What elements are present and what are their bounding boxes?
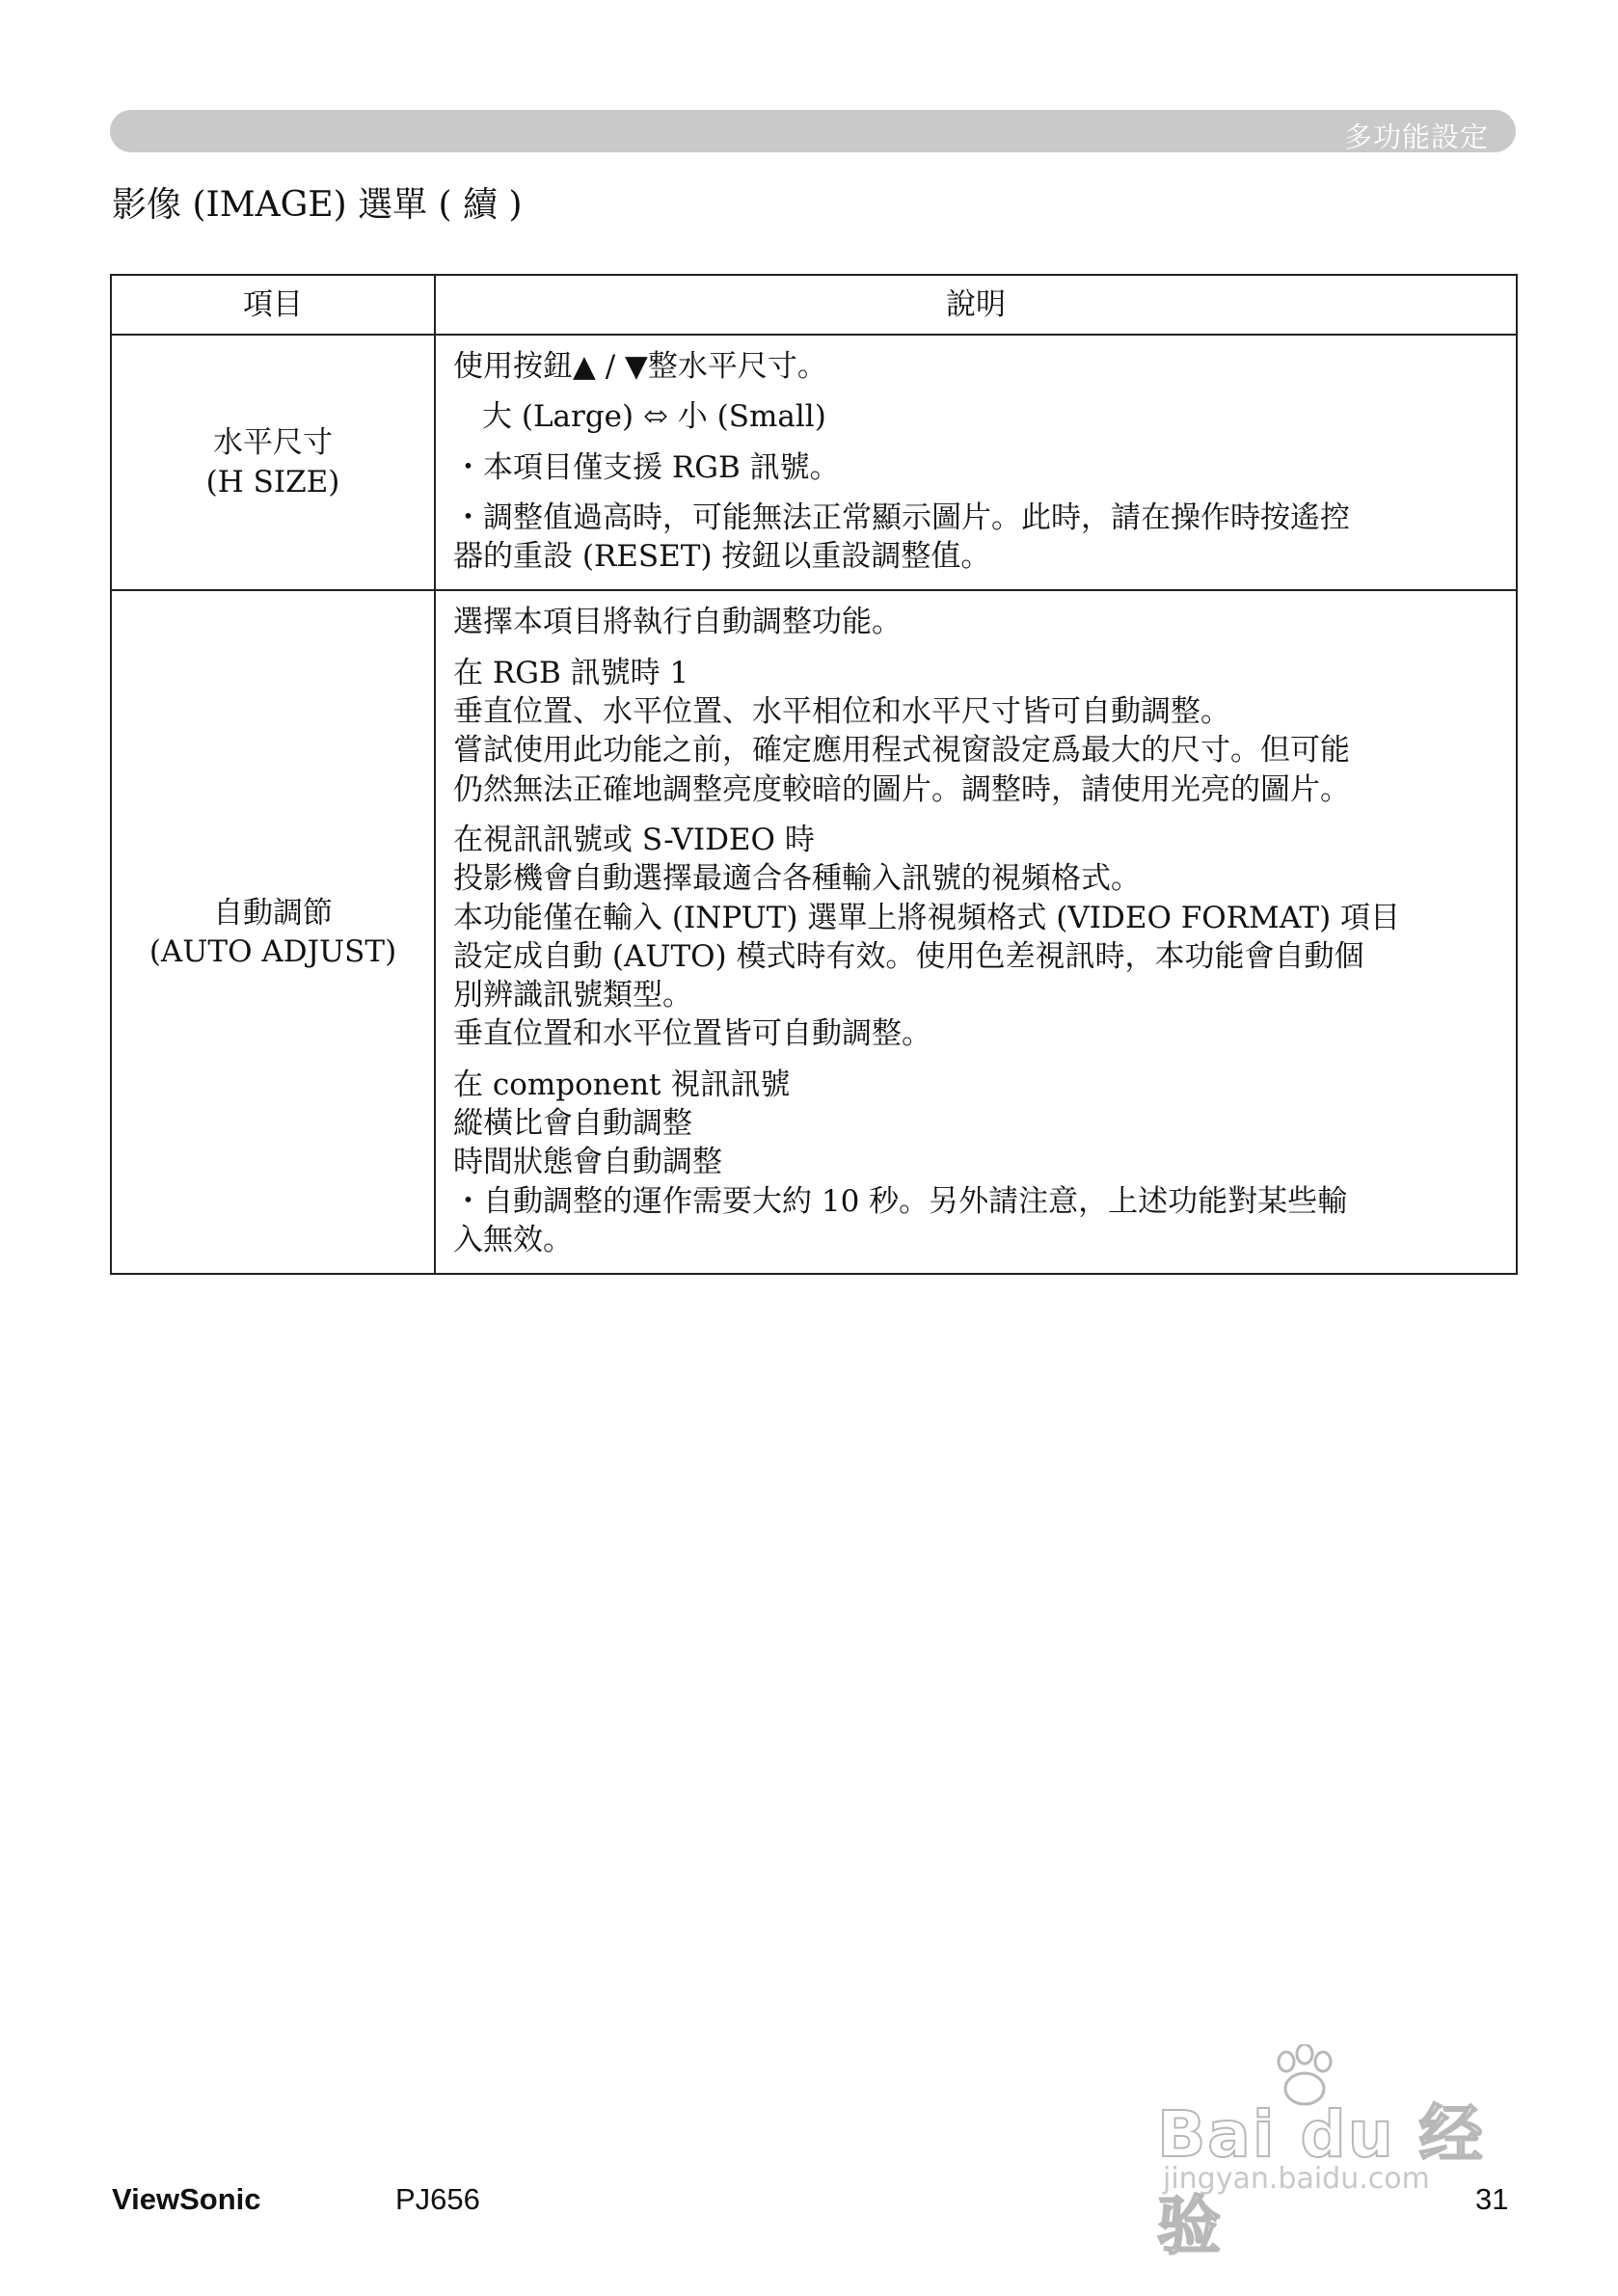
description-paragraph [453,347,1498,386]
item-cell [111,590,435,1274]
section-header-bar [110,110,1516,152]
item-name-en: (H SIZE) [205,464,340,500]
description-paragraph [453,397,1498,436]
item-name-zh: 自動調節 [213,895,333,931]
baidu-watermark [1157,2044,1524,2263]
description-line: 設定成自動 (AUTO) 模式時有效。使用色差視訊時，本功能會自動個 [453,938,1364,974]
description-line: 投影機會自動選擇最適合各種輸入訊號的視頻格式。 [453,861,1141,897]
description-line: 在 RGB 訊號時 1 [453,655,689,690]
description-line: 大 (Large) ⬄ 小 (Small) [482,399,826,435]
item-name-zh: 水平尺寸 [213,425,333,461]
table-row-h-size [111,335,1517,590]
description-line: 別辨識訊號類型。 [453,978,692,1013]
column-header-item: 項目 [111,275,435,335]
description-line: 仍然無法正確地調整亮度較暗的圖片。調整時，請使用光亮的圖片。 [453,771,1350,807]
description-paragraph [453,499,1498,577]
description-line: 使用按鈕▲ / ▼整水平尺寸。 [453,349,827,384]
table-row-auto-adjust [111,590,1517,1274]
description-line: 垂直位置、水平位置、水平相位和水平尺寸皆可自動調整。 [453,694,1230,730]
description-line: 在視訊訊號或 S-VIDEO 時 [453,822,815,857]
description-line: 垂直位置和水平位置皆可自動調整。 [453,1016,931,1052]
description-paragraph [453,821,1498,1054]
description-line: ・調整值過高時，可能無法正常顯示圖片。此時，請在操作時按遙控 [453,500,1350,535]
item-cell [111,335,435,590]
description-paragraph [453,1066,1498,1259]
description-cell [435,590,1517,1274]
description-line: 選擇本項目將執行自動調整功能。 [453,605,902,640]
description-paragraph [453,603,1498,641]
watermark-text: Bai du 经验 [1157,2097,1485,2263]
description-line: 器的重設 (RESET) 按鈕以重設調整值。 [453,539,991,575]
description-line: 在 component 視訊訊號 [453,1067,791,1102]
page-title: 影像 (IMAGE) 選單 ( 續 ) [112,185,523,225]
description-paragraph [453,448,1498,487]
description-paragraph [453,654,1498,809]
description-line: 入無效。 [453,1222,573,1257]
page-number: 31 [1475,2182,1509,2216]
description-line: 時間狀態會自動調整 [453,1145,722,1180]
table-header-row [111,275,1517,335]
description-line: ・本項目僅支援 RGB 訊號。 [453,449,840,485]
description-cell [435,335,1517,590]
footer-brand: ViewSonic [112,2182,261,2216]
settings-table [110,274,1518,1275]
section-label: 多功能設定 [1343,121,1489,153]
watermark-url: jingyan.baidu.com [1163,2162,1430,2196]
description-line: 縱橫比會自動調整 [453,1106,692,1142]
description-line: 嘗試使用此功能之前，確定應用程式視窗設定爲最大的尺寸。但可能 [453,733,1350,769]
footer-model: PJ656 [395,2182,480,2216]
description-line: ・自動調整的運作需要大約 10 秒。另外請注意，上述功能對某些輸 [453,1183,1348,1219]
item-name-en: (AUTO ADJUST) [148,933,397,969]
column-header-description: 說明 [435,275,1517,335]
description-line: 本功能僅在輸入 (INPUT) 選單上將視頻格式 (VIDEO FORMAT) 項目 [453,900,1401,935]
